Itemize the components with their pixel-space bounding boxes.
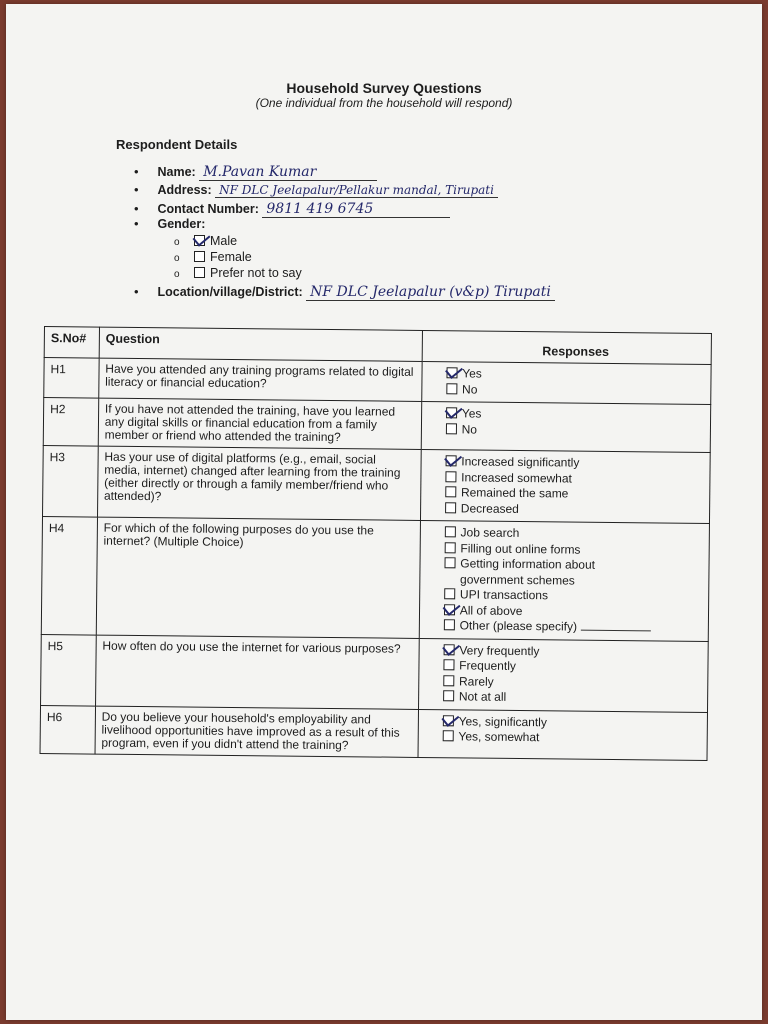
address-field[interactable]: NF DLC Jeelapalur/Pellakur mandal, Tirupati xyxy=(215,183,498,198)
response-cell xyxy=(418,709,708,760)
table-row-h5 xyxy=(41,634,709,712)
gender-option-male[interactable]: o Male xyxy=(174,234,238,248)
header-sno: S.No# xyxy=(44,327,99,359)
location-field[interactable]: NF DLC Jeelapalur (v&p) Tirupati xyxy=(306,284,555,301)
row-id: H5 xyxy=(41,634,97,706)
address-label: Address: xyxy=(157,183,212,197)
checkbox-icon[interactable] xyxy=(444,557,455,568)
checkbox-icon[interactable] xyxy=(446,367,457,378)
option-no[interactable]: No xyxy=(446,422,704,440)
other-specify-field[interactable] xyxy=(581,630,651,632)
question-text: Do you believe your household's employability and livelihood opportunities have improved as a result of this program, even if you didn't attend the training? xyxy=(95,706,418,757)
row-id: H3 xyxy=(43,445,99,517)
row-id: H4 xyxy=(41,516,97,634)
table-row-h4 xyxy=(41,516,709,640)
option-other[interactable]: Other (please specify) xyxy=(444,618,702,636)
response-cell xyxy=(418,638,708,712)
page-subtitle: (One individual from the household will respond) xyxy=(255,96,513,110)
checkbox-icon[interactable] xyxy=(194,235,205,246)
option-decreased[interactable]: Decreased xyxy=(445,501,703,519)
row-id: H1 xyxy=(44,358,99,399)
checkbox-icon[interactable] xyxy=(442,730,453,741)
option-no[interactable]: No xyxy=(446,382,704,400)
checkbox-icon[interactable] xyxy=(445,526,456,537)
gender-label: Gender: xyxy=(157,217,206,231)
response-cell xyxy=(421,401,711,452)
option-yes-significantly[interactable]: Yes, significantly xyxy=(443,714,701,732)
option-government-schemes[interactable]: Getting information about government schemes xyxy=(444,556,620,589)
question-text: Have you attended any training programs related to digital literacy or financial education? xyxy=(99,358,422,401)
option-frequently[interactable]: Frequently xyxy=(443,658,701,676)
table-row-h2 xyxy=(43,398,710,453)
response-cell xyxy=(419,520,709,641)
option-yes[interactable]: Yes xyxy=(446,366,704,384)
circle-bullet-icon: o xyxy=(174,237,180,248)
option-increased-significantly[interactable]: Increased significantly xyxy=(445,454,703,472)
address-row xyxy=(134,182,498,197)
bullet-icon: • xyxy=(134,164,139,179)
page-title: Household Survey Questions xyxy=(286,80,482,96)
option-yes-somewhat[interactable]: Yes, somewhat xyxy=(442,729,700,747)
checkbox-icon[interactable] xyxy=(446,407,457,418)
response-cell xyxy=(420,449,710,523)
gender-option-female[interactable]: o Female xyxy=(174,250,252,264)
bullet-icon: • xyxy=(134,216,139,231)
row-id: H2 xyxy=(43,398,98,447)
bullet-icon: • xyxy=(134,201,139,216)
gender-row xyxy=(134,216,205,231)
checkbox-icon[interactable] xyxy=(443,659,454,670)
gender-option-prefer-not[interactable]: o Prefer not to say xyxy=(174,266,302,280)
checkbox-icon[interactable] xyxy=(443,675,454,686)
location-label: Location/village/District: xyxy=(157,285,303,299)
name-row xyxy=(134,164,377,181)
header-responses: Responses xyxy=(422,330,712,364)
checkbox-icon[interactable] xyxy=(445,486,456,497)
table-row-h1 xyxy=(44,358,711,405)
question-text: For which of the following purposes do you use the internet? (Multiple Choice) xyxy=(96,517,420,638)
option-upi[interactable]: UPI transactions xyxy=(444,587,702,605)
checkbox-icon[interactable] xyxy=(444,619,455,630)
checkbox-icon[interactable] xyxy=(194,251,205,262)
option-not-at-all[interactable]: Not at all xyxy=(443,689,701,707)
location-row xyxy=(134,284,555,300)
checkbox-icon[interactable] xyxy=(445,471,456,482)
bullet-icon: • xyxy=(134,284,139,299)
checkbox-icon[interactable] xyxy=(444,542,455,553)
contact-label: Contact Number: xyxy=(157,202,259,216)
contact-field[interactable]: 9811 419 6745 xyxy=(262,201,450,218)
table-row-h3 xyxy=(43,445,711,523)
name-field[interactable]: M.Pavan Kumar xyxy=(199,164,377,181)
bullet-icon: • xyxy=(134,182,139,197)
checkbox-icon[interactable] xyxy=(445,502,456,513)
checkbox-icon[interactable] xyxy=(443,690,454,701)
option-rarely[interactable]: Rarely xyxy=(443,674,701,692)
checkbox-icon[interactable] xyxy=(194,267,205,278)
table-row-h6 xyxy=(40,705,707,760)
name-label: Name: xyxy=(157,165,196,179)
checkbox-icon[interactable] xyxy=(443,715,454,726)
option-job-search[interactable]: Job search xyxy=(445,525,703,543)
circle-bullet-icon: o xyxy=(174,253,180,264)
option-yes[interactable]: Yes xyxy=(446,406,704,424)
question-text: Has your use of digital platforms (e.g., email, social media, internet) changed after learning from the training (either directly or through a family member/friend who attended)? xyxy=(97,446,421,520)
option-very-frequently[interactable]: Very frequently xyxy=(443,643,701,661)
header-question: Question xyxy=(99,327,422,361)
option-all-of-above[interactable]: All of above xyxy=(444,603,702,621)
circle-bullet-icon: o xyxy=(174,269,180,280)
survey-table xyxy=(40,326,712,760)
row-id: H6 xyxy=(40,705,95,754)
response-cell xyxy=(421,361,711,404)
checkbox-icon[interactable] xyxy=(445,455,456,466)
option-online-forms[interactable]: Filling out online forms xyxy=(444,541,702,559)
option-increased-somewhat[interactable]: Increased somewhat xyxy=(445,470,703,488)
checkbox-icon[interactable] xyxy=(446,383,457,394)
question-text: How often do you use the internet for various purposes? xyxy=(95,635,419,709)
checkbox-icon[interactable] xyxy=(443,644,454,655)
checkbox-icon[interactable] xyxy=(444,604,455,615)
option-remained-same[interactable]: Remained the same xyxy=(445,485,703,503)
checkbox-icon[interactable] xyxy=(446,423,457,434)
respondent-heading: Respondent Details xyxy=(116,137,238,152)
question-text: If you have not attended the training, have you learned any digital skills or financial education from a family member or friend who attended the training? xyxy=(98,398,421,449)
